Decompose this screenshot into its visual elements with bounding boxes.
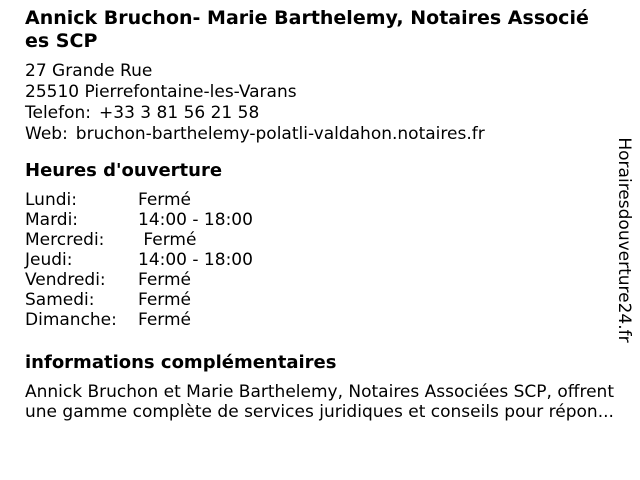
hours-row-tuesday	[25, 210, 617, 230]
day-hours: Fermé	[138, 290, 192, 310]
day-hours: Fermé	[138, 270, 192, 290]
business-name-line2: es SCP	[25, 30, 98, 52]
day-hours: 14:00 - 18:00	[138, 210, 253, 230]
business-name-heading	[25, 7, 617, 53]
day-label: Lundi:	[25, 190, 77, 210]
day-label: Vendredi:	[25, 270, 106, 290]
day-hours: 14:00 - 18:00	[138, 250, 253, 270]
hours-row-wednesday	[25, 230, 617, 250]
phone-number: +33 3 81 56 21 58	[99, 103, 260, 123]
day-label: Mardi:	[25, 210, 79, 230]
watermark-site-name: Horairesdouverture24.fr	[614, 137, 634, 343]
phone-line	[25, 103, 617, 124]
day-hours: Fermé	[138, 190, 192, 210]
phone-label: Telefon:	[25, 103, 92, 123]
opening-hours-heading: Heures d'ouverture	[25, 160, 223, 181]
web-line	[25, 124, 617, 145]
web-label: Web:	[25, 124, 68, 144]
hours-row-sunday	[25, 310, 617, 330]
day-label: Samedi:	[25, 290, 95, 310]
additional-info-text	[25, 382, 617, 422]
hours-row-monday	[25, 190, 617, 210]
opening-hours-table	[25, 190, 617, 330]
day-label: Jeudi:	[25, 250, 73, 270]
day-label: Mercredi:	[25, 230, 105, 250]
info-text-line1: Annick Bruchon et Marie Barthelemy, Notaires Associées SCP, offrent	[25, 382, 614, 402]
day-label: Dimanche:	[25, 310, 117, 330]
day-hours: Fermé	[138, 310, 192, 330]
web-address: bruchon-barthelemy-polatli-valdahon.notaires.fr	[75, 124, 485, 144]
additional-info-heading: informations complémentaires	[25, 352, 337, 373]
day-hours: Fermé	[138, 230, 197, 250]
city-address: 25510 Pierrefontaine-les-Varans	[25, 82, 297, 102]
main-content	[25, 0, 617, 422]
hours-row-saturday	[25, 290, 617, 310]
hours-row-thursday	[25, 250, 617, 270]
street-address: 27 Grande Rue	[25, 61, 153, 81]
contact-block	[25, 61, 617, 145]
business-name-line1: Annick Bruchon- Marie Barthelemy, Notaires Associé	[25, 7, 589, 29]
hours-row-friday	[25, 270, 617, 290]
info-text-line2: une gamme complète de services juridiques et conseils pour répon...	[25, 402, 614, 422]
